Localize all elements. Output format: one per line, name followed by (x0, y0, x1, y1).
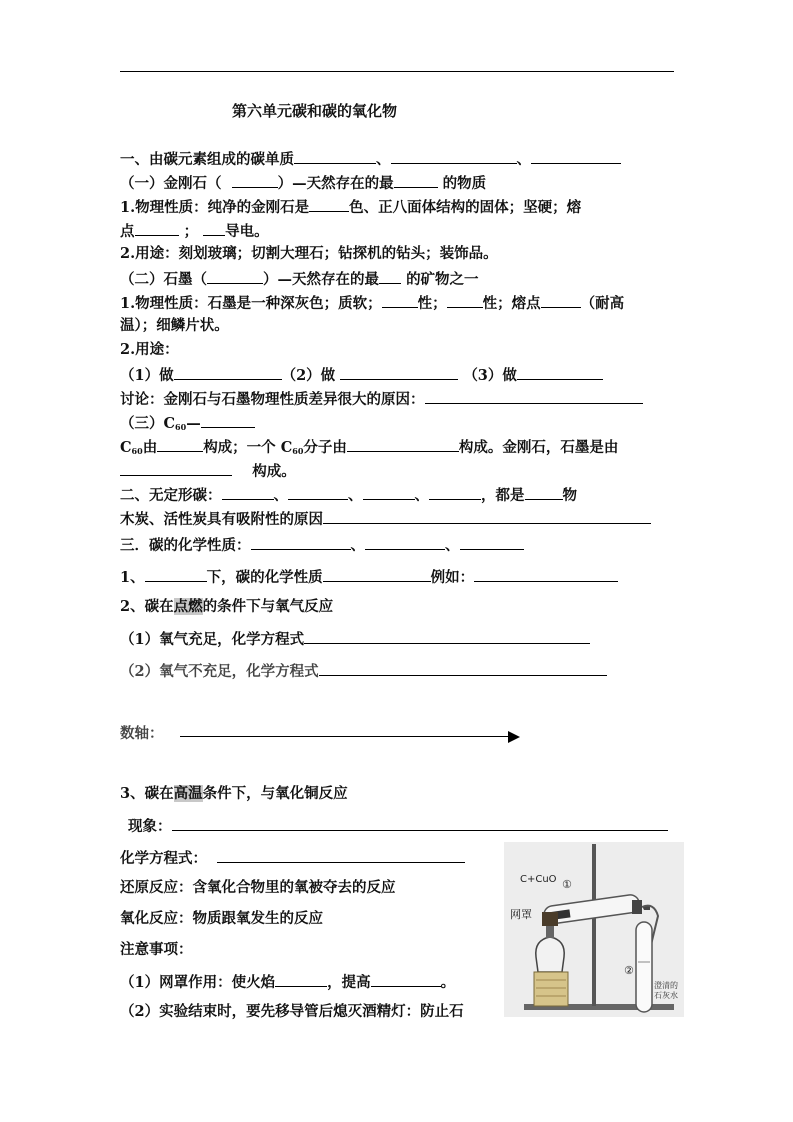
blank[interactable] (304, 628, 590, 644)
text: （2）做 (281, 367, 336, 384)
blank[interactable] (323, 508, 651, 524)
text: （一）金刚石（ (120, 175, 222, 192)
text: ； (183, 223, 199, 240)
blank[interactable] (251, 534, 351, 550)
text: 的物质 (442, 175, 487, 192)
graphite-uses-heading: 2.用途： (120, 341, 179, 358)
text: （三）C (120, 415, 176, 432)
blank[interactable] (203, 220, 225, 236)
label-2: ② (624, 964, 634, 977)
text: 木炭、活性炭具有吸附性的原因 (120, 511, 323, 528)
text: 的矿物之一 (406, 271, 479, 288)
blank[interactable] (525, 484, 563, 500)
blank[interactable] (294, 148, 376, 164)
highlight: 点燃 (173, 598, 203, 615)
text: 下，碳的化学性质 (206, 569, 323, 586)
axis-label: 数轴： (120, 725, 164, 742)
text: （2）氧气不充足，化学方程式 (120, 663, 319, 680)
text: 性； (417, 295, 447, 312)
c60-heading (120, 412, 255, 437)
blank[interactable] (363, 484, 415, 500)
label-water-1: 澄清的 (654, 981, 678, 990)
blank[interactable] (120, 460, 232, 476)
c60-line-1 (120, 436, 618, 461)
blank[interactable] (365, 534, 445, 550)
graphite-uses (120, 364, 603, 386)
graphite-physical-1 (120, 292, 624, 314)
blank[interactable] (201, 412, 255, 428)
text: （耐高 (580, 295, 625, 312)
label-reactant: C+CuO (520, 874, 557, 885)
amorphous-carbon (120, 484, 577, 506)
separator: 、 (348, 487, 363, 504)
subscript: 60 (131, 446, 143, 456)
text: 的条件下与氧气反应 (202, 598, 334, 615)
text: 现象： (128, 818, 172, 835)
text: ，都是 (481, 487, 525, 504)
blank[interactable] (371, 971, 441, 987)
section1-heading-line (120, 148, 621, 170)
text: （3）做 (463, 367, 517, 384)
text: ）—天然存在的最 (263, 271, 379, 288)
blank[interactable] (474, 566, 618, 582)
subscript: 60 (175, 422, 187, 432)
number-axis (180, 736, 512, 737)
axis-arrow-icon (508, 731, 520, 743)
blank[interactable] (391, 148, 517, 164)
label-1: ① (562, 878, 572, 891)
diamond-heading (120, 172, 486, 194)
blank[interactable] (382, 292, 418, 308)
text: ，提高 (327, 974, 371, 991)
reaction-1 (120, 566, 618, 588)
apparatus-figure (504, 842, 684, 1017)
blank[interactable] (323, 566, 431, 582)
reduction-def: 还原反应：含氧化合物里的氧被夺去的反应 (120, 879, 396, 896)
text: C (120, 439, 132, 456)
text: （二）石墨（ (120, 271, 207, 288)
graphite-physical-2: 温）；细鳞片状。 (120, 317, 229, 334)
note-2: （2）实验结束时，要先移导管后熄灭酒精灯：防止石 (120, 1003, 464, 1020)
separator: 、 (516, 151, 531, 168)
separator: 、 (414, 487, 429, 504)
text: 1.物理性质：纯净的金刚石是 (120, 199, 310, 216)
text: 构成；一个 C (203, 439, 293, 456)
text: 2、碳在 (120, 598, 174, 615)
discussion (120, 388, 643, 410)
blank[interactable] (394, 172, 438, 188)
diamond-physical-2 (120, 220, 269, 242)
text: 点 (120, 223, 135, 240)
text: 讨论：金刚石与石墨物理性质差异很大的原因： (120, 391, 425, 408)
reaction-2-1 (120, 628, 590, 650)
text: 三．碳的化学性质： (120, 537, 251, 554)
text: 。 (440, 974, 456, 991)
blank[interactable] (319, 660, 607, 676)
note-1 (120, 971, 455, 993)
blank[interactable] (429, 484, 481, 500)
text: 导电。 (225, 223, 269, 240)
reaction-2-2 (120, 660, 607, 682)
adsorption (120, 508, 651, 530)
notes-heading: 注意事项： (120, 941, 193, 958)
header-rule (120, 71, 674, 72)
c60-line-2 (120, 460, 296, 482)
separator: 、 (273, 487, 288, 504)
blank[interactable] (222, 484, 274, 500)
phenomenon (128, 815, 668, 837)
blank[interactable] (447, 292, 483, 308)
apparatus-diagram (504, 842, 684, 1017)
text: （1）做 (120, 367, 174, 384)
blank[interactable] (172, 815, 668, 831)
blank[interactable] (157, 436, 203, 452)
blank[interactable] (217, 847, 465, 863)
text: 构成。金刚石，石墨是由 (458, 439, 619, 456)
reaction-3-heading (120, 784, 348, 804)
blank[interactable] (145, 566, 207, 582)
highlight: 高温 (173, 785, 203, 802)
section3-heading (120, 534, 524, 556)
graphite-heading (120, 268, 479, 290)
text: 构成。 (252, 463, 296, 480)
blank[interactable] (288, 484, 348, 500)
diamond-physical-1 (120, 196, 581, 218)
text: 分子由 (303, 439, 347, 456)
text: 3、碳在 (120, 785, 174, 802)
text: ）—天然存在的最 (277, 175, 394, 192)
text: （1）氧气充足，化学方程式 (120, 631, 305, 648)
blank[interactable] (541, 292, 581, 308)
text: 1.物理性质：石墨是一种深灰色；质软； (120, 295, 382, 312)
blank[interactable] (460, 534, 524, 550)
text: 例如： (430, 569, 475, 586)
label-net: 网罩 (510, 908, 532, 921)
equation (120, 847, 465, 869)
text: 化学方程式： (120, 850, 207, 867)
section1-heading: 一、由碳元素组成的碳单质 (120, 151, 294, 168)
separator: 、 (350, 537, 365, 554)
reaction-2-heading (120, 597, 333, 617)
blank[interactable] (232, 172, 278, 188)
blank[interactable] (207, 268, 263, 284)
separator: 、 (376, 151, 391, 168)
separator: 、 (445, 537, 460, 554)
text: 色、正八面体结构的固体；坚硬；熔 (349, 199, 582, 216)
diamond-uses: 2.用途：刻划玻璃；切割大理石；钻探机的钻头；装饰品。 (120, 245, 498, 262)
text: 1、 (120, 569, 145, 586)
oxidation-def: 氧化反应：物质跟氧发生的反应 (120, 910, 323, 927)
text: 性；熔点 (482, 295, 541, 312)
blank[interactable] (517, 364, 603, 380)
text: （1）网罩作用：使火焰 (120, 974, 276, 991)
blank[interactable] (309, 196, 349, 212)
blank[interactable] (425, 388, 643, 404)
text: 二、无定形碳： (120, 487, 222, 504)
text: 由 (142, 439, 158, 456)
blank[interactable] (135, 220, 179, 236)
subscript: 60 (292, 446, 304, 456)
label-water-2: 石灰水 (654, 991, 678, 1000)
text: 物 (562, 487, 577, 504)
blank[interactable] (347, 436, 459, 452)
text: — (186, 415, 201, 432)
blank[interactable] (275, 971, 327, 987)
text: 条件下，与氧化铜反应 (202, 785, 348, 802)
blank[interactable] (174, 364, 282, 380)
page-title: 第六单元碳和碳的氧化物 (232, 102, 398, 120)
blank[interactable] (531, 148, 621, 164)
blank[interactable] (379, 268, 401, 284)
blank[interactable] (340, 364, 458, 380)
